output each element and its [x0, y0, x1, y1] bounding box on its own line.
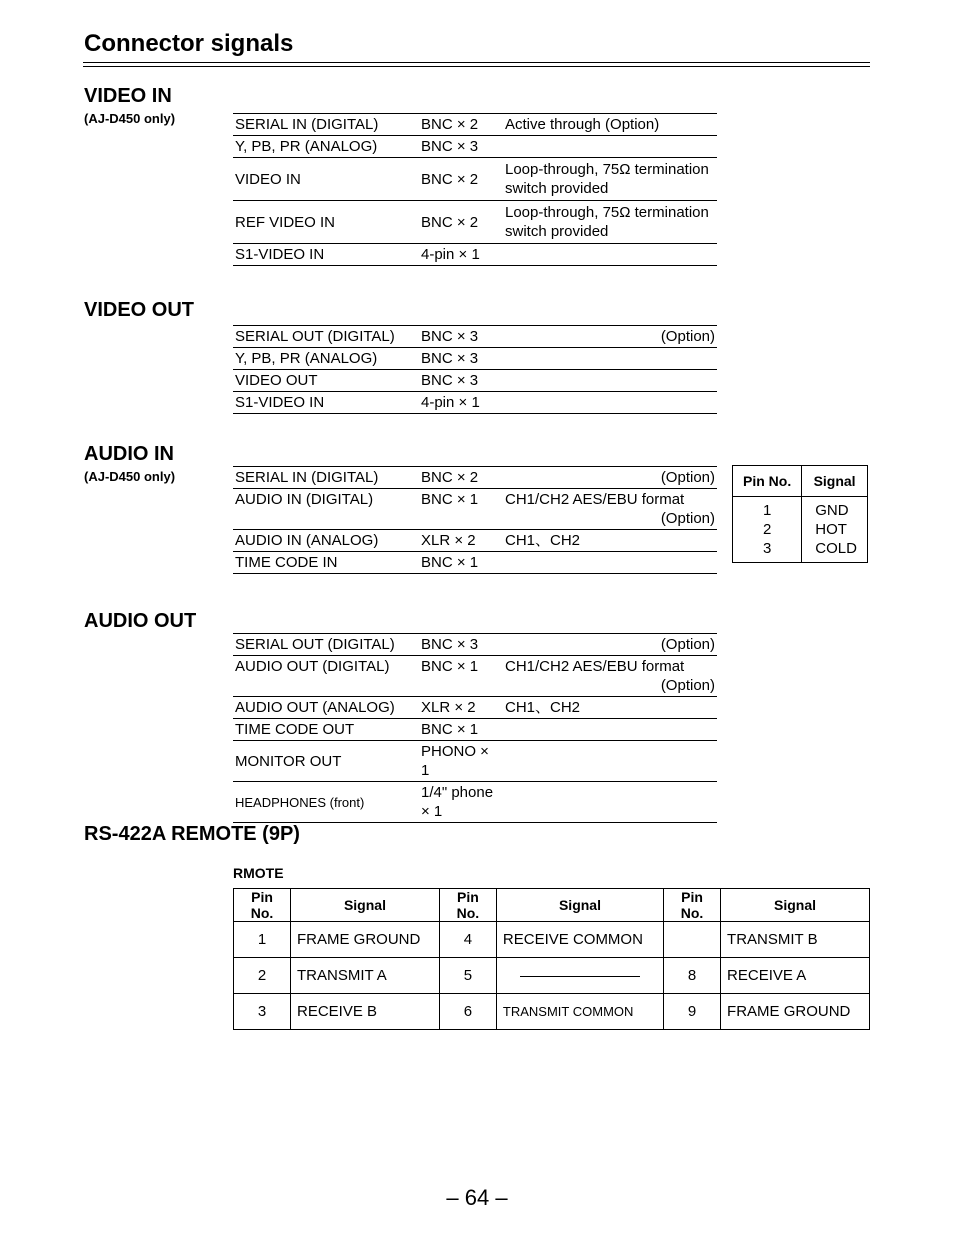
- connector-name: SERIAL OUT (DIGITAL): [233, 634, 419, 656]
- table-row: [233, 348, 717, 370]
- audio-out-heading: AUDIO OUT: [84, 610, 197, 632]
- title-rule-top: [83, 62, 870, 63]
- connector-type: BNC × 1: [419, 719, 503, 741]
- pin-numbers: 1 2 3: [733, 497, 802, 563]
- connector-name: S1-VIDEO IN: [233, 244, 419, 266]
- connector-type: BNC × 3: [419, 348, 503, 370]
- connector-name: HEADPHONES (front): [233, 782, 419, 823]
- pin-signal-empty: [496, 958, 663, 994]
- connector-name: Y, PB, PR (ANALOG): [233, 136, 419, 158]
- pin-number: 5: [439, 958, 496, 994]
- connector-type: BNC × 3: [419, 326, 503, 348]
- pin-signal: TRANSMIT B: [721, 922, 870, 958]
- connector-name: S1-VIDEO IN: [233, 392, 419, 414]
- connector-note: [503, 244, 717, 266]
- table-row: [234, 958, 870, 994]
- video-out-table: [233, 325, 717, 414]
- option-label: (Option): [660, 677, 715, 694]
- signal-header: Signal: [721, 889, 870, 922]
- audio-out-table: [233, 633, 717, 823]
- connector-note: [503, 552, 717, 574]
- page-title: Connector signals: [84, 30, 294, 57]
- pin-number: 6: [439, 994, 496, 1030]
- pin-signal: TRANSMIT COMMON: [496, 994, 663, 1030]
- table-row: [733, 497, 868, 563]
- table-row: [233, 158, 717, 201]
- connector-name: VIDEO IN: [233, 158, 419, 201]
- connector-note: [503, 719, 717, 741]
- table-row: [233, 741, 717, 782]
- pin-number: 2: [234, 958, 291, 994]
- connector-name: TIME CODE IN: [233, 552, 419, 574]
- pin-number: [664, 922, 721, 958]
- table-row: [233, 392, 717, 414]
- connector-note: CH1、CH2: [503, 530, 717, 552]
- table-row: [233, 114, 717, 136]
- connector-note: [503, 348, 717, 370]
- table-row: [234, 994, 870, 1030]
- connector-note: Active through (Option): [503, 114, 717, 136]
- connector-type: BNC × 1: [419, 489, 503, 530]
- audio-in-heading: AUDIO IN: [84, 443, 174, 465]
- table-row: [233, 697, 717, 719]
- connector-note: [503, 392, 717, 414]
- pin-no-header: Pin No.: [439, 889, 496, 922]
- connector-name: MONITOR OUT: [233, 741, 419, 782]
- connector-name: SERIAL OUT (DIGITAL): [233, 326, 419, 348]
- pin-signal: FRAME GROUND: [291, 922, 440, 958]
- connector-name: AUDIO IN (DIGITAL): [233, 489, 419, 530]
- option-label: (Option): [660, 328, 715, 345]
- remote-subheading: RMOTE: [233, 865, 284, 881]
- connector-name: AUDIO OUT (ANALOG): [233, 697, 419, 719]
- table-row: [233, 656, 717, 697]
- pin-number: 4: [439, 922, 496, 958]
- connector-note: [503, 634, 717, 656]
- remote-pin-table: [233, 888, 870, 1030]
- pin-number: 9: [664, 994, 721, 1030]
- connector-type: PHONO × 1: [419, 741, 503, 782]
- table-row: [233, 467, 717, 489]
- table-row: [233, 136, 717, 158]
- connector-note: [503, 326, 717, 348]
- connector-type: BNC × 3: [419, 370, 503, 392]
- connector-note: [503, 741, 717, 782]
- connector-note: [503, 782, 717, 823]
- video-in-table: [233, 113, 717, 266]
- pin-signal: RECEIVE A: [721, 958, 870, 994]
- connector-name: TIME CODE OUT: [233, 719, 419, 741]
- pin-no-header: Pin No.: [664, 889, 721, 922]
- video-in-subheading: (AJ-D450 only): [84, 111, 176, 126]
- audio-in-table: [233, 466, 717, 574]
- signal-header: Signal: [291, 889, 440, 922]
- table-header-row: [234, 889, 870, 922]
- connector-note: CH1/CH2 AES/EBU format (Option): [503, 656, 717, 697]
- table-row: [233, 719, 717, 741]
- connector-note: [503, 370, 717, 392]
- connector-note: CH1、CH2: [503, 697, 717, 719]
- table-row: [233, 552, 717, 574]
- connector-type: XLR × 2: [419, 530, 503, 552]
- connector-type: 4-pin × 1: [419, 244, 503, 266]
- connector-type: 4-pin × 1: [419, 392, 503, 414]
- connector-type: BNC × 2: [419, 158, 503, 201]
- connector-type: BNC × 2: [419, 201, 503, 244]
- pin-no-header: Pin No.: [234, 889, 291, 922]
- page-number: – 64 –: [446, 1185, 508, 1210]
- connector-note: Loop-through, 75Ω termination switch provided: [503, 158, 717, 201]
- table-header-row: [733, 466, 868, 497]
- connector-note: CH1/CH2 AES/EBU format (Option): [503, 489, 717, 530]
- remote-heading: RS-422A REMOTE (9P): [84, 823, 300, 845]
- table-row: [233, 489, 717, 530]
- table-row: [233, 244, 717, 266]
- pin-signal: FRAME GROUND: [721, 994, 870, 1030]
- xlr-pin-table: [732, 465, 868, 563]
- connector-type: BNC × 3: [419, 634, 503, 656]
- table-row: [233, 326, 717, 348]
- pin-number: 1: [234, 922, 291, 958]
- connector-type: BNC × 1: [419, 552, 503, 574]
- pin-no-header: Pin No.: [733, 466, 802, 497]
- video-in-heading: VIDEO IN: [84, 85, 172, 107]
- connector-name: AUDIO IN (ANALOG): [233, 530, 419, 552]
- connector-type: BNC × 1: [419, 656, 503, 697]
- connector-note: [503, 136, 717, 158]
- connector-type: 1/4" phone × 1: [419, 782, 503, 823]
- table-row: [233, 201, 717, 244]
- option-label: (Option): [660, 510, 715, 527]
- table-row: [233, 634, 717, 656]
- connector-name: VIDEO OUT: [233, 370, 419, 392]
- table-row: [233, 530, 717, 552]
- dash-line: [520, 976, 640, 977]
- table-row: [233, 370, 717, 392]
- connector-type: BNC × 2: [419, 114, 503, 136]
- pin-signals: GND HOT COLD: [802, 497, 868, 563]
- connector-type: XLR × 2: [419, 697, 503, 719]
- connector-name: REF VIDEO IN: [233, 201, 419, 244]
- connector-name: Y, PB, PR (ANALOG): [233, 348, 419, 370]
- audio-in-subheading: (AJ-D450 only): [84, 469, 176, 484]
- pin-signal: RECEIVE B: [291, 994, 440, 1030]
- connector-name: AUDIO OUT (DIGITAL): [233, 656, 419, 697]
- title-rule-bottom: [83, 66, 870, 67]
- connector-name: SERIAL IN (DIGITAL): [233, 114, 419, 136]
- signal-header: Signal: [802, 466, 868, 497]
- connector-note: [503, 467, 717, 489]
- table-row: [234, 922, 870, 958]
- pin-signal: TRANSMIT A: [291, 958, 440, 994]
- connector-name: SERIAL IN (DIGITAL): [233, 467, 419, 489]
- signal-header: Signal: [496, 889, 663, 922]
- connector-note: Loop-through, 75Ω termination switch provided: [503, 201, 717, 244]
- pin-number: 3: [234, 994, 291, 1030]
- table-row: [233, 782, 717, 823]
- pin-number: 8: [664, 958, 721, 994]
- option-label: (Option): [660, 469, 715, 486]
- video-out-heading: VIDEO OUT: [84, 299, 195, 321]
- connector-type: BNC × 3: [419, 136, 503, 158]
- connector-type: BNC × 2: [419, 467, 503, 489]
- option-label: (Option): [660, 636, 715, 653]
- pin-signal: RECEIVE COMMON: [496, 922, 663, 958]
